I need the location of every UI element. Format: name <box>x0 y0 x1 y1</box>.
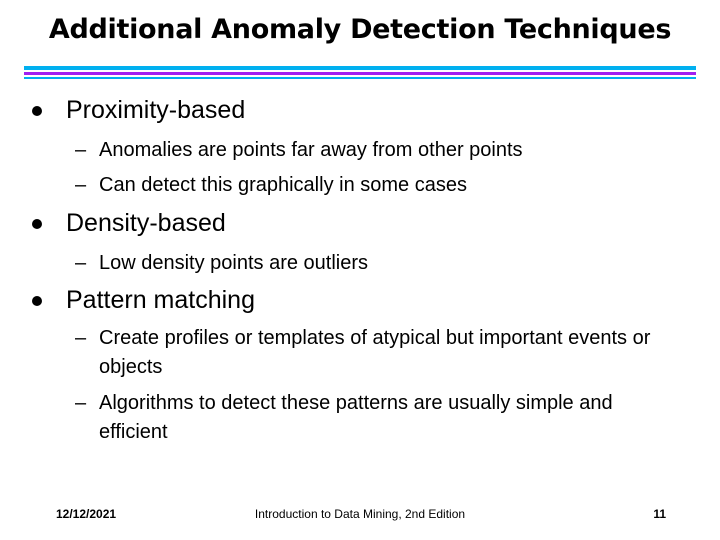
bullet-proximity: Proximity-based <box>66 96 246 124</box>
footer-page-number: 11 <box>653 507 666 521</box>
sub-bullet: – Create profiles or templates of atypical but important events or objects <box>75 324 669 382</box>
dash-icon: – <box>75 139 87 161</box>
footer-date: 12/12/2021 <box>56 507 117 521</box>
sub-bullet: – Low density points are outliers <box>75 249 669 278</box>
sub-bullet: – Can detect this graphically in some cases <box>75 171 669 200</box>
sub-bullet: – Algorithms to detect these patterns are usually simple and efficient <box>75 389 669 447</box>
sub-bullet: – Anomalies are points far away from other points <box>75 136 669 165</box>
bullet-pattern-matching: Pattern matching <box>66 286 255 314</box>
dash-icon: – <box>75 392 87 414</box>
footer-source: Introduction to Data Mining, 2nd Edition <box>254 507 466 521</box>
bullet-dot-icon <box>32 219 42 229</box>
bullet-density: Density-based <box>66 209 226 237</box>
dash-icon: – <box>75 252 87 274</box>
bullet-dot-icon <box>32 296 42 306</box>
dash-icon: – <box>75 327 87 349</box>
dash-icon: – <box>75 174 87 196</box>
bullet-dot-icon <box>32 106 42 116</box>
slide-title: Additional Anomaly Detection Techniques <box>48 14 672 45</box>
